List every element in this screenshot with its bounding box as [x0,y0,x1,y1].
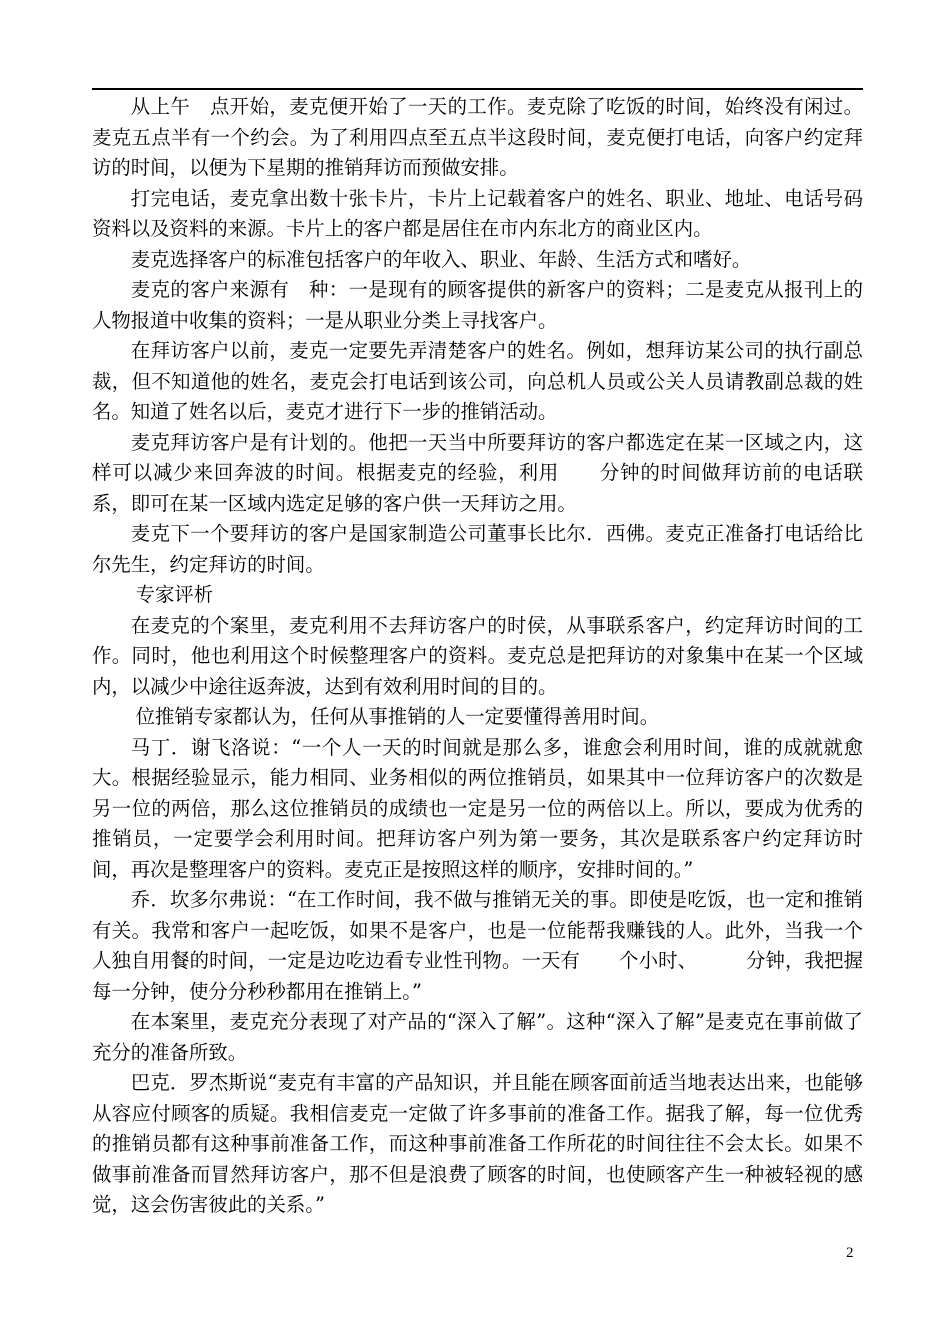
paragraph-next-client: 麦克下一个要拜访的客户是国家制造公司董事长比尔．西佛。麦克正准备打电话给比尔先生，约定拜访的时间。 [92,522,863,576]
paragraph-sources: 麦克的客户来源有 种：一是现有的顾客提供的新客户的资料；二是麦克从报刊上的人物报道中收集的资料；一是从职业分类上寻找客户。 [92,278,863,332]
document-body [92,92,863,1221]
paragraph-analysis: 在麦克的个案里，麦克利用不去拜访客户的时侯，从事联系客户，约定拜访时间的工作。同时，他也利用这个时候整理客户的资料。麦克总是把拜访的对象集中在某一个区域内，以减少中途往返奔波，达到有效利用时间的目的。 [92,613,863,698]
paragraph-quote-rogers: 巴克．罗杰斯说“麦克有丰富的产品知识，并且能在顾客面前适当地表达出来，也能够从容应付顾客的质疑。我相信麦克一定做了许多事前的准备工作。据我了解，每一位优秀的推销员都有这种事前准备工作，而这种事前准备工作所花的时间往往不会太长。如果不做事前准备而冒然拜访客户，那不但是浪费了顾客的时间，也使顾客产生一种被轻视的感觉，这会伤害彼此的关系。” [92,1071,863,1216]
paragraph-criteria: 麦克选择客户的标准包括客户的年收入、职业、年龄、生活方式和嗜好。 [130,247,752,271]
paragraph-deep-understanding: 在本案里，麦克充分表现了对产品的“深入了解”。这种“深入了解”是麦克在事前做了充分的准备所致。 [92,1010,863,1064]
paragraph-quote-candolfo: 乔．坎多尔弗说：“在工作时间，我不做与推销无关的事。即使是吃饭，也一定和推销有关。我常和客户一起吃饭，如果不是客户，也是一位能帮我赚钱的人。此外，当我一个人独自用餐的时间，一定是边吃边看专业性刊物。一天有 个小时、 分钟，我把握每一分钟，使分分秒秒都用在推销上。” [92,888,863,1003]
paragraph-planning: 麦克拜访客户是有计划的。他把一天当中所要拜访的客户都选定在某一区域之内，这样可以减少来回奔波的时间。根据麦克的经验，利用 分钟的时间做拜访前的电话联系，即可在某一区域内选定足够的客户供一天拜访之用。 [92,430,863,515]
paragraph-experts-agree: 位推销专家都认为，任何从事推销的人一定要懂得善用时间。 [135,705,660,728]
paragraph-intro: 从上午 点开始，麦克便开始了一天的工作。麦克除了吃饭的时间，始终没有闲过。麦克五点半有一个约会。为了利用四点至五点半这段时间，麦克便打电话，向客户约定拜访的时间，以便为下星期的推销拜访而预做安排。 [92,95,863,179]
paragraph-quote-shefelo: 马丁．谢飞洛说：“一个人一天的时间就是那么多，谁愈会利用时间，谁的成就就愈大。根据经验显示，能力相同、业务相似的两位推销员，如果其中一位拜访客户的次数是另一位的两倍，那么这位推销员的成绩也一定是另一位的两倍以上。所以，要成为优秀的推销员，一定要学会利用时间。把拜访客户列为第一要务，其次是联系客户约定拜访时间，再次是整理客户的资料。麦克正是按照这样的顺序，安排时间的。” [92,735,863,881]
section-heading-expert-analysis: 专家评析 [135,583,214,606]
paragraph-names: 在拜访客户以前，麦克一定要先弄清楚客户的姓名。例如，想拜访某公司的执行副总裁，但不知道他的姓名，麦克会打电话到该公司，向总机人员或公关人员请教副总裁的姓名。知道了姓名以后，麦克才进行下一步的推销活动。 [92,339,863,423]
page-number: 2 [846,1245,854,1261]
paragraph-cards: 打完电话，麦克拿出数十张卡片，卡片上记载着客户的姓名、职业、地址、电话号码资料以及资料的来源。卡片上的客户都是居住在市内东北方的商业区内。 [92,186,863,240]
header-rule [92,88,863,90]
